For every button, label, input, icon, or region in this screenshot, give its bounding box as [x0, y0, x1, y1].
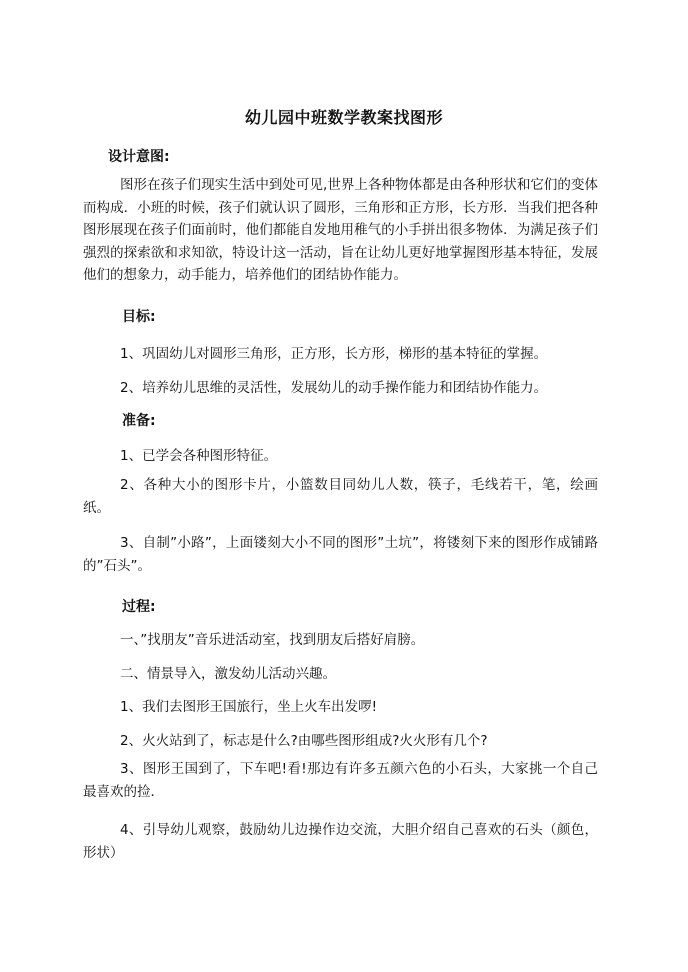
process-step-1: 一、”找朋友”音乐进活动室，找到朋友后搭好肩膀。: [120, 632, 425, 648]
process-substep-1: 1、我们去图形王国旅行，坐上火车出发啰!: [120, 699, 378, 715]
process-substep-3: 3、图形王国到了，下车吧!看!那边有许多五颜六色的小石头，大家挑一个自己最喜欢的捡．: [83, 761, 598, 800]
preparation-heading: 准备:: [122, 413, 156, 429]
design-intent-paragraph: 图形在孩子们现实生活中到处可见,世界上各种物体都是由各种形状和它们的变体而构成．小班的时候，孩子们就认识了圆形，三角形和正方形，长方形．当我们把各种图形展现在孩子们面前时，他们都能自发地用稚气的小手拼出很多物体．为满足孩子们强烈的探索欲和求知欲，特设计这一活动，旨在让幼儿更好地掌握图形基本特征，发展他们的想象力，动手能力，培养他们的团结协作能力。: [83, 177, 598, 283]
process-substep-2: 2、火火站到了，标志是什么?由哪些图形组成?火火形有几个?: [120, 733, 488, 749]
preparation-item-3: 3、自制”小路”，上面镂刻大小不同的图形”土坑”，将镂刻下来的图形作成铺路的”石头”。: [83, 535, 598, 574]
document-title: 幼儿园中班数学教案找图形: [244, 108, 443, 127]
design-intent-heading: 设计意图:: [108, 149, 170, 165]
goals-heading: 目标:: [122, 309, 156, 325]
process-heading: 过程:: [122, 599, 156, 615]
goal-item-1: 1、巩固幼儿对圆形三角形，正方形，长方形，梯形的基本特征的掌握。: [120, 346, 548, 362]
preparation-item-1: 1、已学会各种图形特征。: [120, 448, 278, 464]
process-step-2: 二、情景导入，激发幼儿活动兴趣。: [120, 666, 336, 682]
preparation-item-2: 2、各种大小的图形卡片，小篮数目同幼儿人数，筷子，毛线若干，笔，绘画纸。: [83, 477, 598, 516]
process-substep-4: 4、引导幼儿观察，鼓励幼儿边操作边交流，大胆介绍自己喜欢的石头（颜色，形状）: [83, 822, 598, 861]
goal-item-2: 2、培养幼儿思维的灵活性，发展幼儿的动手操作能力和团结协作能力。: [120, 380, 548, 396]
